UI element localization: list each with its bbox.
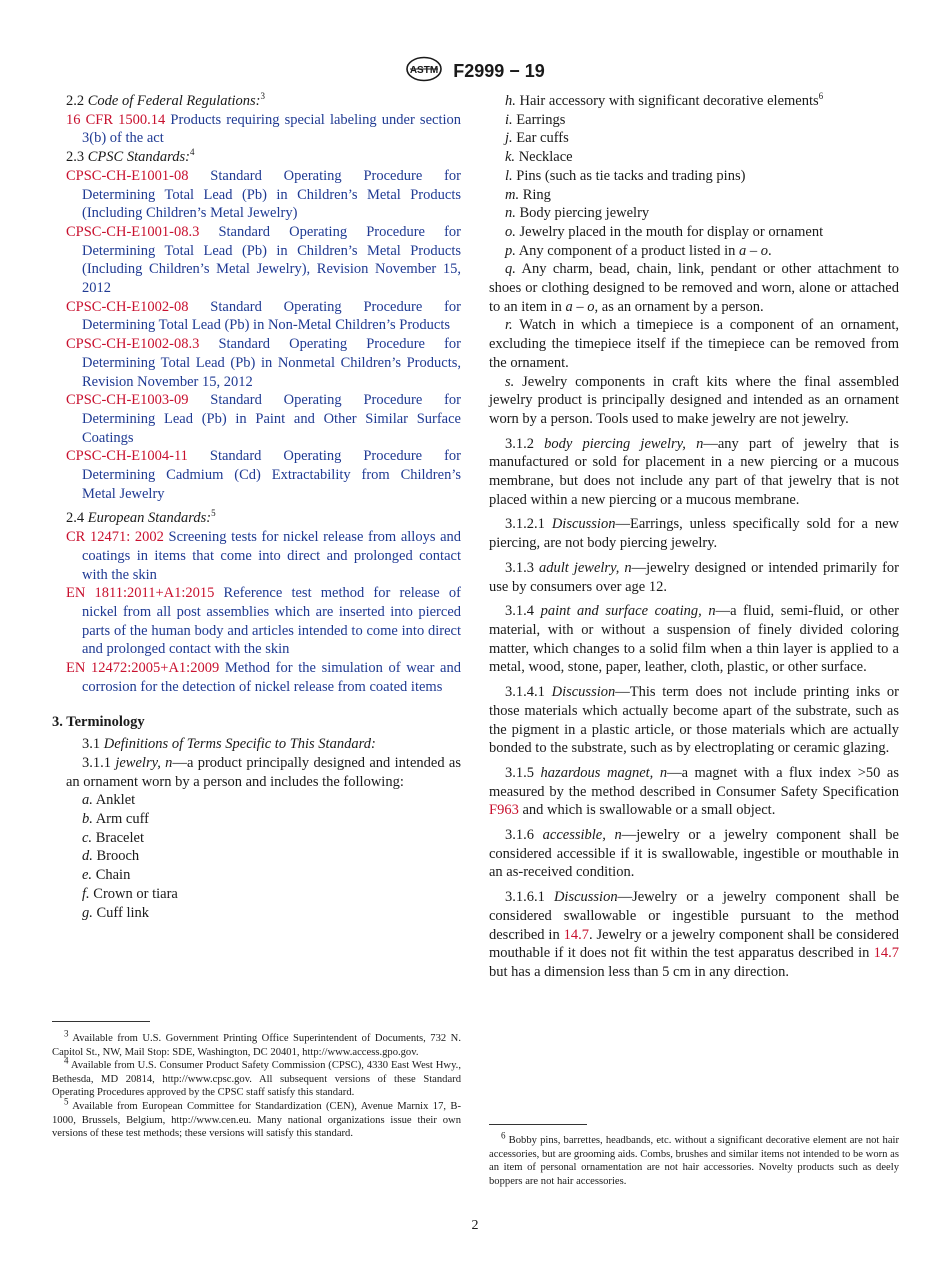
definition-adult-jewelry xyxy=(489,559,899,596)
definition-text: —Jewelry or a jewelry component shall be considered swallowable or ingestible pursuant to the method described in xyxy=(489,889,900,943)
reference-code[interactable]: CPSC-CH-E1003-09 xyxy=(66,392,189,409)
reference-title[interactable]: Reference test method for release of nickel from all post assemblies which are inserted into pierced parts of the human body and articles intended to come into direct and prolonged contact with the skin xyxy=(82,585,461,658)
document-designation: F2999 − 19 xyxy=(453,61,545,81)
list-item xyxy=(82,885,461,904)
section-title: European Standards: xyxy=(87,510,212,527)
right-column xyxy=(489,92,899,982)
list-item xyxy=(505,167,899,186)
section-number: 2.4 xyxy=(66,510,85,527)
footnote-number: 6 xyxy=(501,1130,506,1141)
item-text: Any component of a product listed in xyxy=(518,242,736,259)
item-letter: n. xyxy=(505,205,516,222)
footnote xyxy=(52,1096,461,1141)
footnote-number: 3 xyxy=(64,1028,69,1039)
list-item xyxy=(82,791,461,810)
term: accessible, n xyxy=(542,827,622,844)
section-number: 3.1.5 xyxy=(505,764,534,781)
reference-code[interactable]: CR 12471: 2002 xyxy=(66,529,164,546)
reference-title[interactable]: Products requiring special labeling under section 3(b) of the act xyxy=(82,111,461,147)
item-letter: c. xyxy=(82,829,93,846)
section-2-3 xyxy=(66,148,461,167)
term: Discussion xyxy=(553,889,618,906)
list-item xyxy=(489,373,899,429)
reference-eu xyxy=(66,659,461,696)
item-letter: k. xyxy=(505,149,516,166)
section-number: 3.1.2 xyxy=(505,435,534,452)
item-letter: b. xyxy=(82,811,93,828)
section-number: 2.3 xyxy=(66,149,85,166)
reference-link[interactable]: F963 xyxy=(489,802,519,819)
section-number: 3.1.3 xyxy=(505,559,534,576)
reference-code[interactable]: CPSC-CH-E1001-08.3 xyxy=(66,223,200,240)
item-text: Earrings xyxy=(516,111,566,128)
definition-text: —jewelry designed or intended primarily for use by consumers over age 12. xyxy=(489,559,900,595)
item-text: Necklace xyxy=(518,149,573,166)
section-number: 3.1.6 xyxy=(505,827,534,844)
astm-logo-icon xyxy=(405,56,443,87)
definition-text: —a magnet with a flux index >50 as measured by the method described in Consumer Safety Specification xyxy=(489,764,899,800)
section-number: 3.1 xyxy=(82,736,101,753)
reference-cfr xyxy=(66,111,461,148)
item-range: a – o xyxy=(738,242,768,259)
definition-text: —Earrings, unless specifically sold for a new piercing, are not body piercing jewelry. xyxy=(489,516,900,552)
svg-text:ASTM: ASTM xyxy=(410,65,439,76)
item-text: Jewelry placed in the mouth for display or ornament xyxy=(519,223,824,240)
list-item xyxy=(505,186,899,205)
item-letter: l. xyxy=(505,167,513,184)
list-item xyxy=(505,148,899,167)
footnote-number: 5 xyxy=(64,1096,69,1107)
definition-text: —any part of jewelry that is manufactured or sold for placement in a new piercing or a mucous membrane, but does not include any part of that jewelry that is not placed within a new piercing or a mucous membrane. xyxy=(489,435,900,508)
footnotes-left xyxy=(52,1021,461,1141)
list-item xyxy=(489,260,899,316)
definition-text: —jewelry or a jewelry component shall be considered accessible if it is swallowable, ingestible or mouthable in an as-received condition. xyxy=(489,827,899,881)
list-item xyxy=(505,204,899,223)
list-item xyxy=(82,904,461,923)
reference-code[interactable]: EN 12472:2005+A1:2009 xyxy=(66,660,220,677)
reference-code[interactable]: CPSC-CH-E1001-08 xyxy=(66,167,189,184)
item-text: Jewelry components in craft kits where the final assembled jewelry product is principally designed and intended as an ornament worn by a person. Tools used to make jewelry are not jewelry. xyxy=(489,373,900,427)
item-letter: r. xyxy=(505,317,513,334)
list-item xyxy=(505,223,899,242)
term: Discussion xyxy=(551,516,616,533)
reference-code[interactable]: CPSC-CH-E1002-08.3 xyxy=(66,336,200,353)
reference-code[interactable]: CPSC-CH-E1002-08 xyxy=(66,298,189,315)
discussion-3-1-2-1 xyxy=(489,515,899,552)
term: jewelry, n xyxy=(115,754,173,771)
list-item xyxy=(489,316,899,372)
term: adult jewelry, n xyxy=(539,559,632,576)
reference-code[interactable]: 16 CFR 1500.14 xyxy=(66,111,166,128)
reference-code[interactable]: CPSC-CH-E1004-11 xyxy=(66,448,188,465)
footnote-ref: 6 xyxy=(818,91,824,102)
reference-eu xyxy=(66,584,461,659)
item-letter: a. xyxy=(82,792,93,809)
item-text: Ring xyxy=(522,186,551,203)
definition-text: —a fluid, semi-fluid, or other material, with or without a suspension of finely divided coloring matter, which changes to a solid film when a thin layer is applied to a metal, wood, stone, paper, leather, cloth, plastic, or other surface. xyxy=(489,603,899,676)
footnote xyxy=(52,1028,461,1059)
reference-title[interactable]: Standard Operating Procedure for Determining Total Lead (Pb) in Children’s Metal Products (Including Children’s Metal Jewelry) xyxy=(82,167,461,222)
definition-text: —This term does not include printing inks or those materials which actually become apart of the substrate, such as the pigment in a plastic article, or those materials which are actually bonded to the substrate, such as by electroplating or ceramic glazing. xyxy=(489,684,899,757)
definition-jewelry xyxy=(66,754,461,791)
footnote-text: Available from European Committee for Standardization (CEN), Avenue Marnix 17, B-1000, Brussels, Belgium, http://www.cen.eu. Many national organizations issue their own versions of these test methods; these versions will satisfy this standard. xyxy=(52,1100,461,1140)
footnote xyxy=(489,1130,899,1188)
footnote-number: 4 xyxy=(64,1055,69,1066)
left-column xyxy=(52,91,462,922)
reference-title[interactable]: Standard Operating Procedure for Determining Total Lead (Pb) in Nonmetal Children’s Products, Revision November 15, 2012 xyxy=(82,336,461,390)
section-link[interactable]: 14.7 xyxy=(563,926,589,943)
item-letter: o. xyxy=(505,223,516,240)
definition-text-end: and which is swallowable or a small object. xyxy=(522,802,776,819)
item-text: Any charm, bead, chain, link, pendant or other attachment to shoes or clothing designed to be removed and worn, alone or attached to an item in xyxy=(489,261,899,315)
list-item xyxy=(505,92,899,111)
section-title: Code of Federal Regulations: xyxy=(87,93,261,109)
definition-hazardous-magnet xyxy=(489,764,899,820)
item-text-end: . xyxy=(767,242,772,259)
section-title: CPSC Standards: xyxy=(87,149,190,166)
section-number: 3.1.2.1 xyxy=(505,516,545,533)
footnote-text: Bobby pins, barrettes, headbands, etc. without a significant decorative element are not hair accessories, but are grooming aids. Combs, brushes and similar items not intended to be worn as an item of personal ornamentation are not hair accessories. Novelty products such as deely boppers are not hair accessories. xyxy=(489,1135,899,1187)
term: Discussion xyxy=(551,684,616,701)
item-letter: h. xyxy=(505,93,516,109)
item-letter: j. xyxy=(505,130,513,147)
item-text: Crown or tiara xyxy=(93,885,178,902)
reference-cpsc xyxy=(66,298,461,335)
reference-cpsc xyxy=(66,335,461,391)
item-text: Hair accessory with significant decorative elements xyxy=(519,93,819,109)
list-item xyxy=(505,242,899,261)
section-link[interactable]: 14.7 xyxy=(873,945,900,962)
reference-cpsc xyxy=(66,447,461,503)
footnote-ref: 3 xyxy=(260,91,266,102)
definition-body-piercing-jewelry xyxy=(489,435,899,510)
item-text: Pins (such as tie tacks and trading pins) xyxy=(516,167,746,184)
item-text: Chain xyxy=(95,867,131,884)
reference-title[interactable]: Method for the simulation of wear and corrosion for the detection of nickel release from coated items xyxy=(82,660,461,695)
discussion-3-1-4-1 xyxy=(489,683,899,758)
list-item xyxy=(82,847,461,866)
reference-title[interactable]: Standard Operating Procedure for Determining Lead (Pb) in Paint and Other Similar Surface Coatings xyxy=(82,392,461,446)
reference-cpsc xyxy=(66,223,461,298)
reference-cpsc xyxy=(66,167,461,223)
item-letter: e. xyxy=(82,867,93,884)
section-number: 2.2 xyxy=(66,93,85,109)
footnote-text: Available from U.S. Government Printing Office Superintendent of Documents, 732 N. Capitol St., NW, Mail Stop: SDE, Washington, DC 20401, http://www.access.gpo.gov. xyxy=(52,1033,461,1058)
item-letter: s. xyxy=(505,373,515,390)
item-text: Arm cuff xyxy=(95,811,149,828)
footnote-ref: 5 xyxy=(211,508,216,519)
reference-title[interactable]: Screening tests for nickel release from alloys and coatings in items that come into direct and prolonged contact with the skin xyxy=(82,529,462,583)
page-header xyxy=(0,56,950,84)
definition-text: —a product principally designed and intended as an ornament worn by a person and includes the following: xyxy=(66,754,461,790)
section-heading: 3. Terminology xyxy=(52,713,145,730)
section-number: 3.1.4 xyxy=(505,603,534,620)
reference-title[interactable]: Standard Operating Procedure for Determining Cadmium (Cd) Extractability from Children’s Metal Jewelry xyxy=(82,448,461,502)
footnote-text: Available from U.S. Consumer Product Safety Commission (CPSC), 4330 East West Hwy., Bethesda, MD 20814, http://www.cpsc.gov. All subsequent versions of these Standard Operating Procedures approved by the CPSC staff satisfy this standard. xyxy=(52,1060,461,1099)
footnote-ref: 4 xyxy=(189,147,195,158)
item-text: Body piercing jewelry xyxy=(519,205,650,222)
footnotes-right xyxy=(489,1124,899,1188)
reference-code[interactable]: EN 1811:2011+A1:2015 xyxy=(66,585,215,602)
page-number: 2 xyxy=(471,1218,479,1233)
section-number: 3.1.1 xyxy=(82,754,111,771)
item-text: Watch in which a timepiece is a component of an ornament, excluding the timepiece itself if the timepiece can be removed from the ornament. xyxy=(489,317,899,371)
item-letter: f. xyxy=(82,885,90,902)
item-letter: g. xyxy=(82,904,93,921)
item-letter: p. xyxy=(505,242,516,259)
list-item xyxy=(505,111,899,130)
section-number: 3.1.4.1 xyxy=(505,684,545,701)
section-3-1 xyxy=(66,735,461,754)
list-item xyxy=(82,810,461,829)
reference-title[interactable]: Standard Operating Procedure for Determining Total Lead (Pb) in Non-Metal Children’s Products xyxy=(82,298,461,334)
item-text: Bracelet xyxy=(95,829,144,846)
item-letter: q. xyxy=(505,261,516,278)
definition-text-mid: . Jewelry or a jewelry component shall be considered mouthable if it does not fit within the test apparatus described in xyxy=(489,926,899,962)
item-range: a – o xyxy=(565,298,595,315)
reference-eu xyxy=(66,528,461,584)
section-2-2 xyxy=(66,92,461,111)
term: body piercing jewelry, n xyxy=(544,435,704,452)
footnote xyxy=(52,1055,461,1100)
term: paint and surface coating, n xyxy=(540,603,716,620)
section-title: Definitions of Terms Specific to This Standard: xyxy=(103,736,376,753)
definition-accessible xyxy=(489,826,899,882)
list-item xyxy=(82,829,461,848)
section-2-4 xyxy=(66,509,461,528)
item-text: Anklet xyxy=(95,792,136,809)
definition-paint-surface-coating xyxy=(489,602,899,677)
item-letter: d. xyxy=(82,848,93,865)
definition-text-end: but has a dimension less than 5 cm in any direction. xyxy=(489,963,790,980)
item-letter: i. xyxy=(505,111,513,128)
reference-title[interactable]: Standard Operating Procedure for Determining Total Lead (Pb) in Children’s Metal Products (Including Children’s Metal Jewelry), Revision November 15, 2012 xyxy=(82,223,461,297)
list-item xyxy=(82,866,461,885)
item-letter: m. xyxy=(505,186,520,203)
section-number: 3.1.6.1 xyxy=(505,889,545,906)
item-text: Brooch xyxy=(96,848,140,865)
discussion-3-1-6-1 xyxy=(489,888,899,982)
list-item xyxy=(505,129,899,148)
item-text-end: , as an ornament by a person. xyxy=(594,298,764,315)
term: hazardous magnet, n xyxy=(540,764,668,781)
reference-cpsc xyxy=(66,391,461,447)
item-text: Cuff link xyxy=(96,904,149,921)
item-text: Ear cuffs xyxy=(516,130,569,147)
